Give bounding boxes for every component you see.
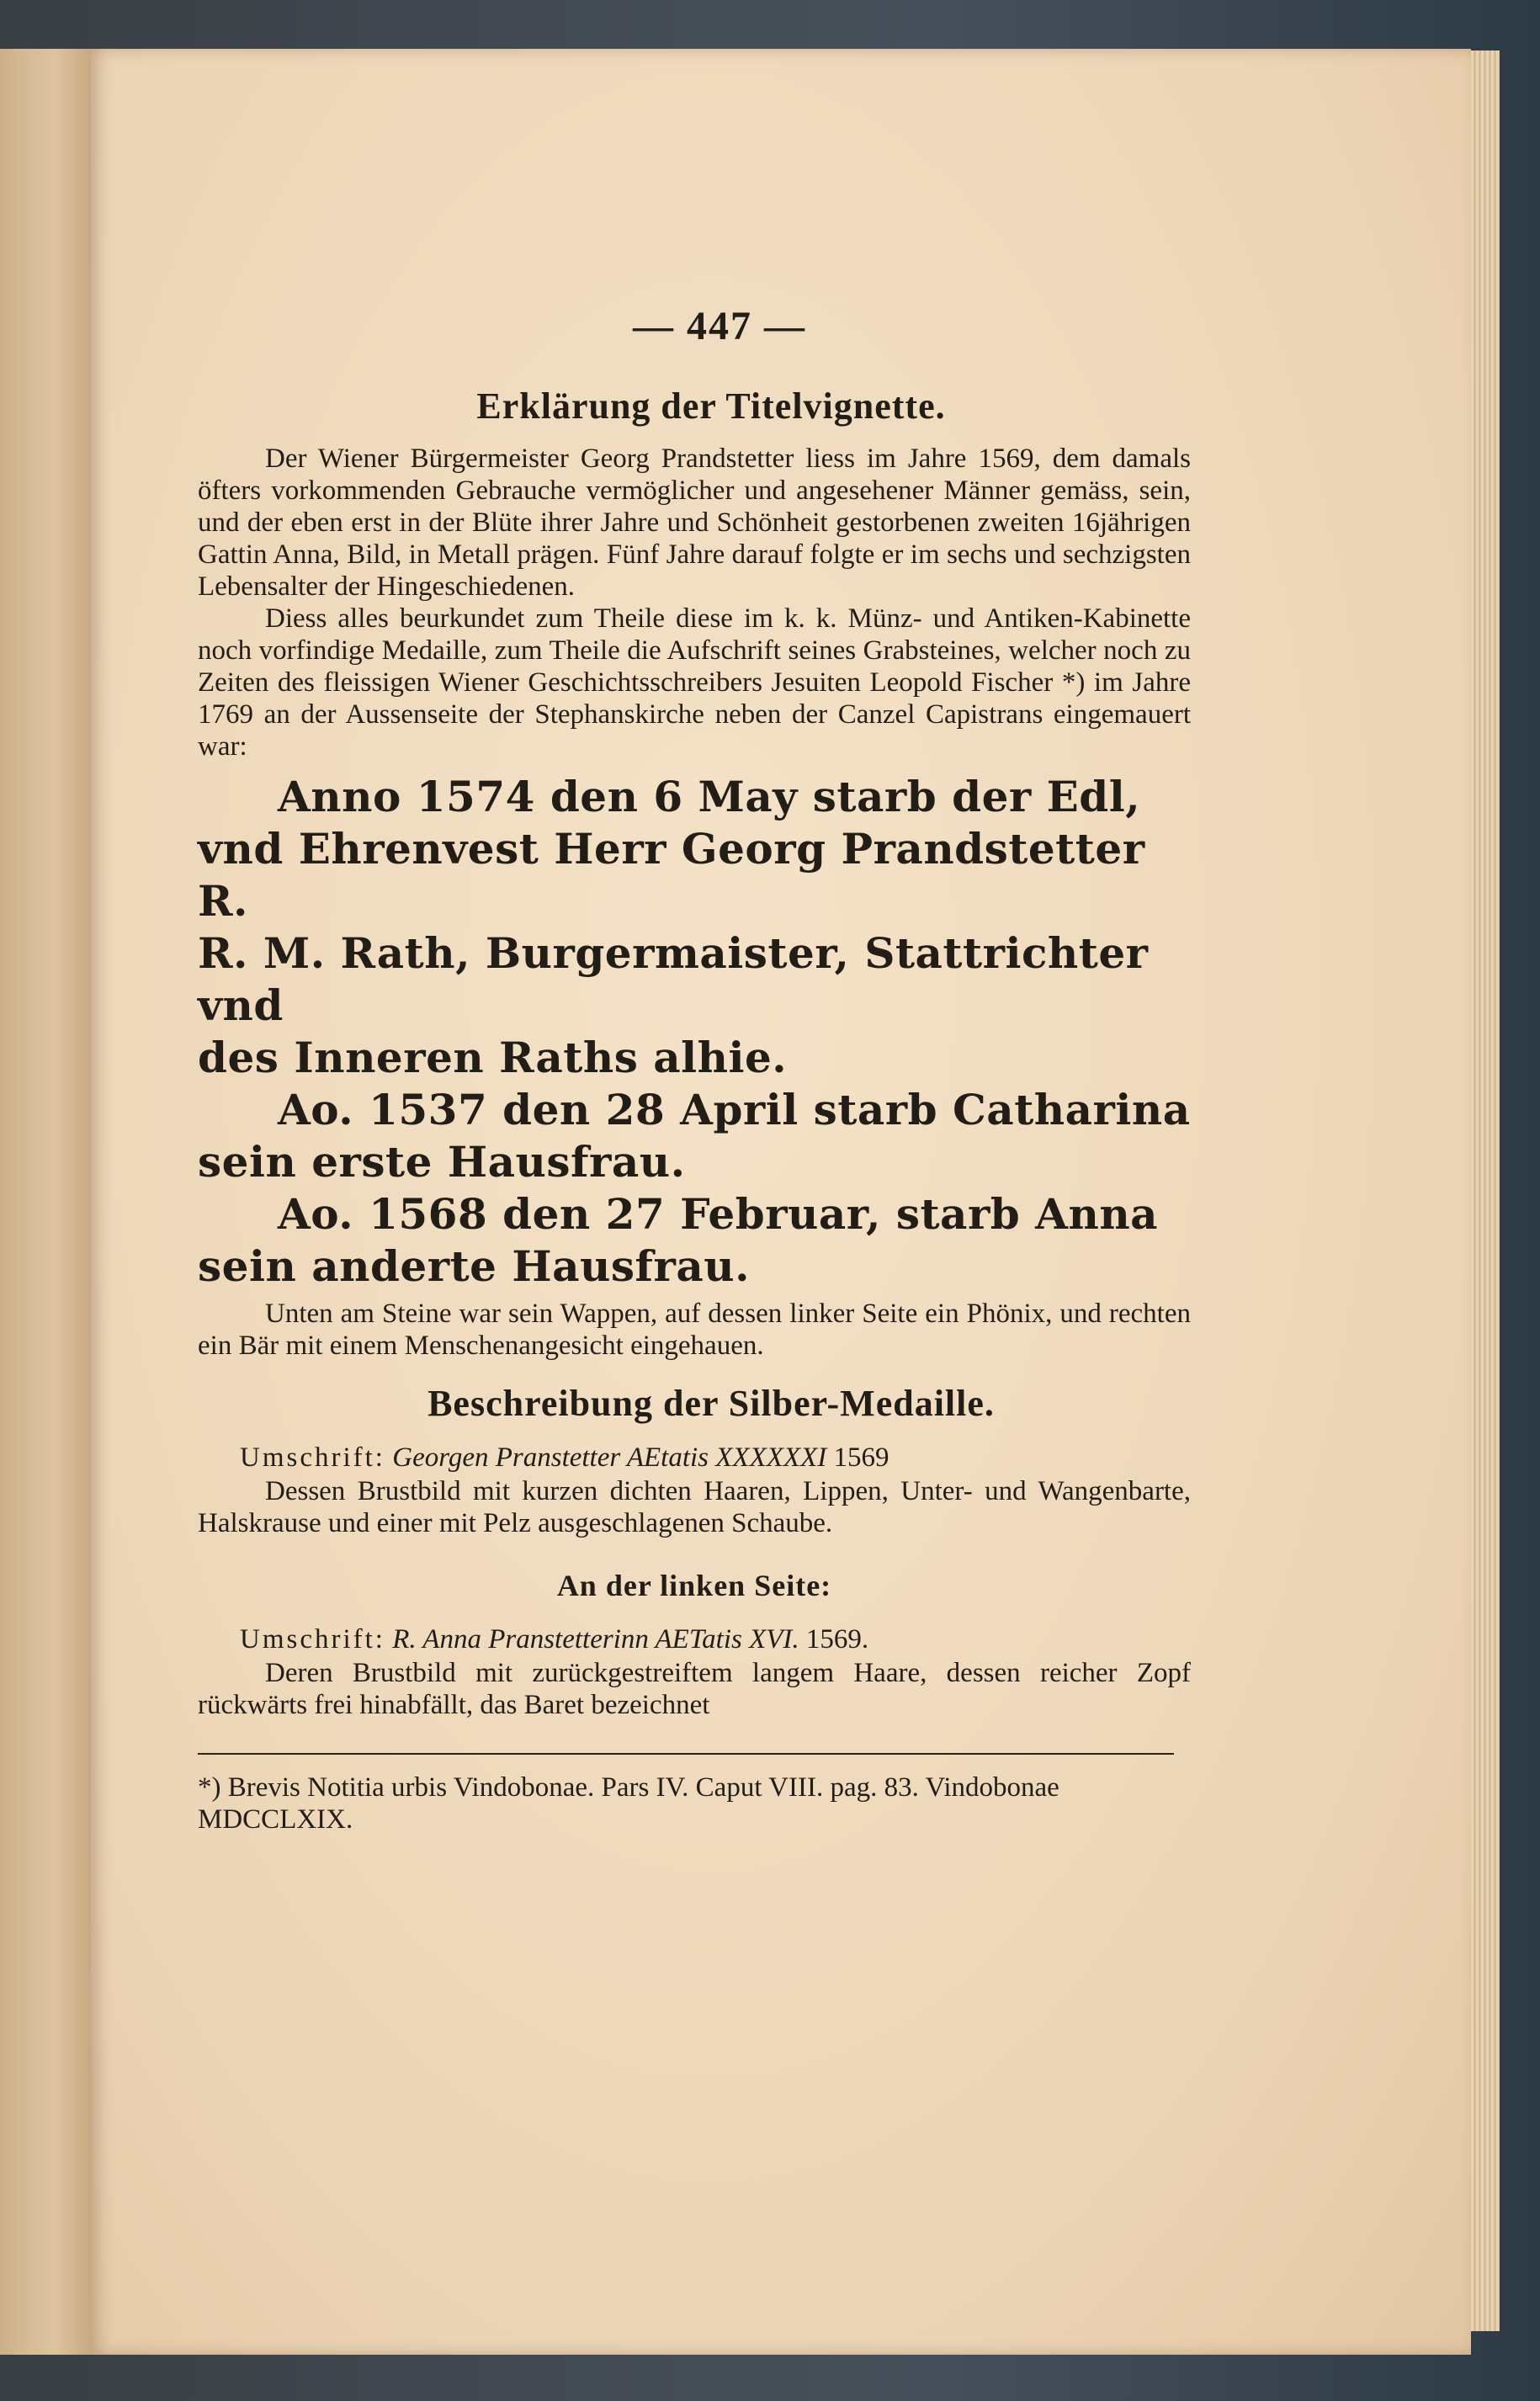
umschrift-label-2: Umschrift: xyxy=(240,1624,385,1655)
page-number: — 447 — xyxy=(633,304,806,348)
inscription-line-3: R. M. Rath, Burgermaister, Stattrichter vnd xyxy=(198,928,1149,1030)
paragraph-4: Dessen Brustbild mit kurzen dichten Haaren, Lippen, Unter- und Wangenbarte, Halskrause und einer mit Pelz ausgeschlagenen Schaube. xyxy=(198,1476,1191,1538)
inscription-line-5: Ao. 1537 den 28 April starb Catharina xyxy=(278,1085,1191,1134)
umschrift-1 xyxy=(198,1440,1191,1475)
umschrift-2-year: 1569. xyxy=(805,1624,869,1655)
umschrift-1-value: Georgen Pranstetter AEtatis XXXXXXI xyxy=(392,1442,827,1473)
paragraph-5: Deren Brustbild mit zurückgestreiftem langem Haare, dessen reicher Zopf rückwärts frei hinabfällt, das Baret bezeichnet xyxy=(198,1658,1191,1720)
footnote: *) Brevis Notitia urbis Vindobonae. Pars IV. Caput VIII. pag. 83. Vindobonae MDCCLXIX. xyxy=(198,1772,1059,1835)
inscription-line-7: Ao. 1568 den 27 Februar, starb Anna xyxy=(278,1189,1159,1239)
umschrift-1-year: 1569 xyxy=(833,1442,889,1473)
umschrift-2 xyxy=(198,1622,1191,1657)
page-stack-edges xyxy=(1471,50,1500,2331)
paragraph-2: Diess alles beurkundet zum Theile diese im k. k. Münz- und Antiken-Kabinette noch vorfindige Medaille, zum Theile die Aufschrift seines Grabsteines, welcher noch zu Zeiten des fleissigen Wiener Geschichtsschreibers Jesuiten Leopold Fischer *) im Jahre 1769 an der Aussenseite der Stephanskirche neben der Canzel Capistrans eingemauert war: xyxy=(198,603,1191,762)
subhead-left-side: An der linken Seite: xyxy=(556,1569,832,1602)
inscription-line-1: Anno 1574 den 6 May starb der Edl, xyxy=(278,772,1141,821)
left-page-edge xyxy=(0,49,93,2355)
grave-inscription xyxy=(198,771,1191,1293)
section-title: Beschreibung der Silber-Medaille. xyxy=(427,1383,995,1424)
page-content xyxy=(198,303,1191,1835)
title: Erklärung der Titelvignette. xyxy=(476,385,946,427)
paragraph-1: Der Wiener Bürgermeister Georg Prandstetter liess im Jahre 1569, dem damals öfters vorkommenden Gebrauche vermöglicher und angesehener Männer gemäss, sein, und der eben erst in der Blüte ihrer Jahre und Schönheit gestorbenen zweiten 16jährigen Gattin Anna, Bild, in Metall prägen. Fünf Jahre darauf folgte er im sechs und sechzigsten Lebensalter der Hingeschiedenen. xyxy=(198,444,1191,602)
umschrift-label: Umschrift: xyxy=(240,1442,385,1473)
umschrift-2-value: R. Anna Pranstetterinn AETatis XVI. xyxy=(392,1624,799,1655)
footnote-divider xyxy=(198,1753,1174,1755)
inscription-line-4: des Inneren Raths alhie. xyxy=(198,1033,788,1082)
inscription-line-6: sein erste Hausfrau. xyxy=(198,1137,686,1187)
inscription-line-8: sein anderte Hausfrau. xyxy=(198,1241,751,1291)
paragraph-3: Unten am Steine war sein Wappen, auf dessen linker Seite ein Phönix, und rechten ein Bär mit einem Menschenangesicht eingehauen. xyxy=(198,1299,1191,1361)
inscription-line-2: vnd Ehrenvest Herr Georg Prandstetter R. xyxy=(198,824,1145,926)
